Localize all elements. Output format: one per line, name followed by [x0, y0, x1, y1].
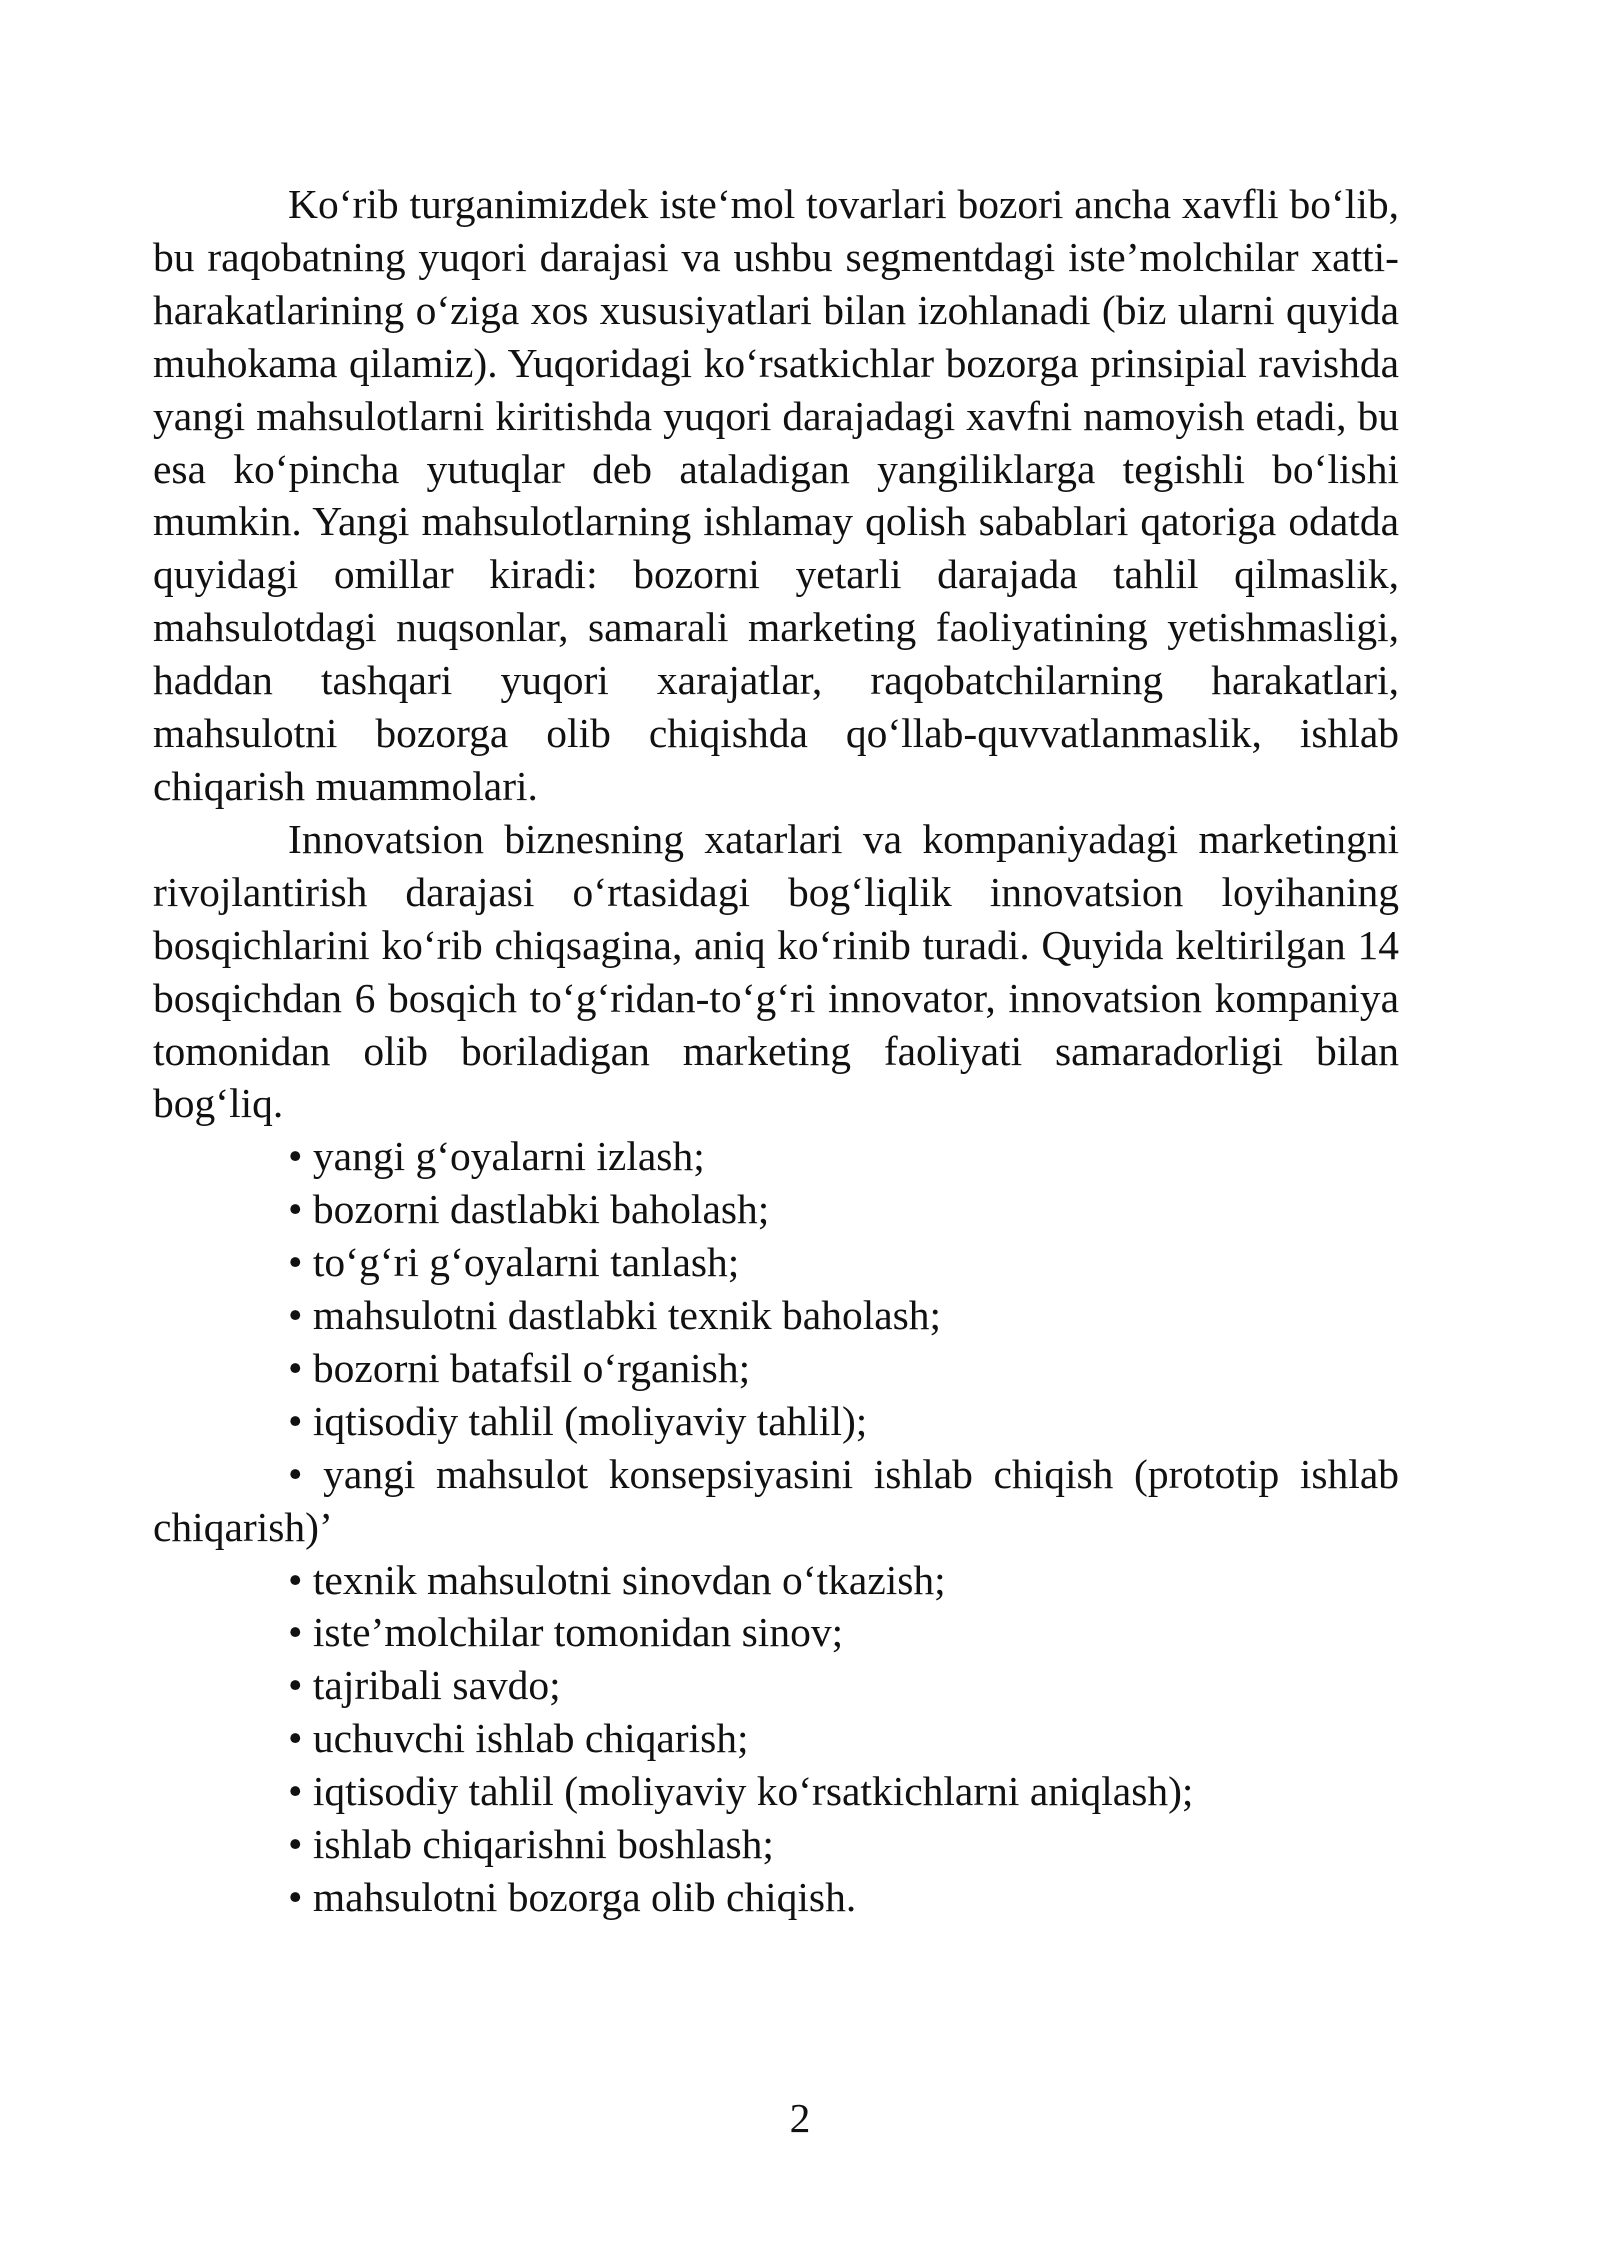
- list-item: • tajribali savdo;: [288, 1662, 561, 1709]
- list-item: • to‘g‘ri g‘oyalarni tanlash;: [288, 1239, 740, 1286]
- body-paragraph: Ko‘rib turganimizdek iste‘mol tovarlari bozori ancha xavfli bo‘lib, bu raqobatning yuqori darajasi va ushbu segmentdagi iste’molchilar xatti-harakatlarining o‘ziga xos xususiyatlari bilan izohlanadi (biz ularni quyida muhokama qilamiz). Yuqoridagi ko‘rsatkichlar bozorga prinsipial ravishda yangi mahsulotlarni kiritishda yuqori darajadagi xavfni namoyish etadi, bu esa ko‘pincha yutuqlar deb ataladigan yangiliklarga tegishli bo‘lishi mumkin. Yangi mahsulotlarning ishlamay qolish sabablari qatoriga odatda quyidagi omillar kiradi: bozorni yetarli darajada tahlil qilmaslik, mahsulotdagi nuqsonlar, samarali marketing faoliyatining yetishmasligi, haddan tashqari yuqori xarajatlar, raqobatchilarning harakatlari, mahsulotni bozorga olib chiqishda qo‘llab-quvvatlanmaslik, ishlab chiqarish muammolari.: [153, 181, 1399, 809]
- list-item: • yangi mahsulot konsepsiyasini ishlab chiqish (prototip ishlab chiqarish)’: [153, 1450, 1399, 1550]
- page-content: [153, 178, 1399, 1924]
- list-item: • ishlab chiqarishni boshlash;: [288, 1821, 774, 1868]
- page-number: 2: [789, 2095, 811, 2141]
- list-item: • mahsulotni dastlabki texnik baholash;: [288, 1292, 942, 1339]
- list-item: • iste’molchilar tomonidan sinov;: [288, 1609, 844, 1656]
- list-item: • iqtisodiy tahlil (moliyaviy tahlil);: [288, 1397, 868, 1444]
- list-item: • texnik mahsulotni sinovdan o‘tkazish;: [288, 1556, 946, 1603]
- stages-list: [153, 1130, 1399, 1924]
- list-item: • uchuvchi ishlab chiqarish;: [288, 1715, 749, 1762]
- list-item: • bozorni batafsil o‘rganish;: [288, 1344, 751, 1391]
- list-item: • iqtisodiy tahlil (moliyaviy ko‘rsatkichlarni aniqlash);: [288, 1768, 1194, 1815]
- list-item: • bozorni dastlabki baholash;: [288, 1186, 770, 1233]
- list-item: • yangi g‘oyalarni izlash;: [288, 1133, 705, 1180]
- list-item: • mahsulotni bozorga olib chiqish.: [288, 1874, 857, 1920]
- body-paragraph: Innovatsion biznesning xatarlari va kompaniyadagi marketingni rivojlantirish darajasi o‘rtasidagi bog‘liqlik innovatsion loyihaning bosqichlarini ko‘rib chiqsagina, aniq ko‘rinib turadi. Quyida keltirilgan 14 bosqichdan 6 bosqich to‘g‘ridan-to‘g‘ri innovator, innovatsion kompaniya tomonidan olib boriladigan marketing faoliyati samaradorligi bilan bog‘liq.: [153, 815, 1399, 1127]
